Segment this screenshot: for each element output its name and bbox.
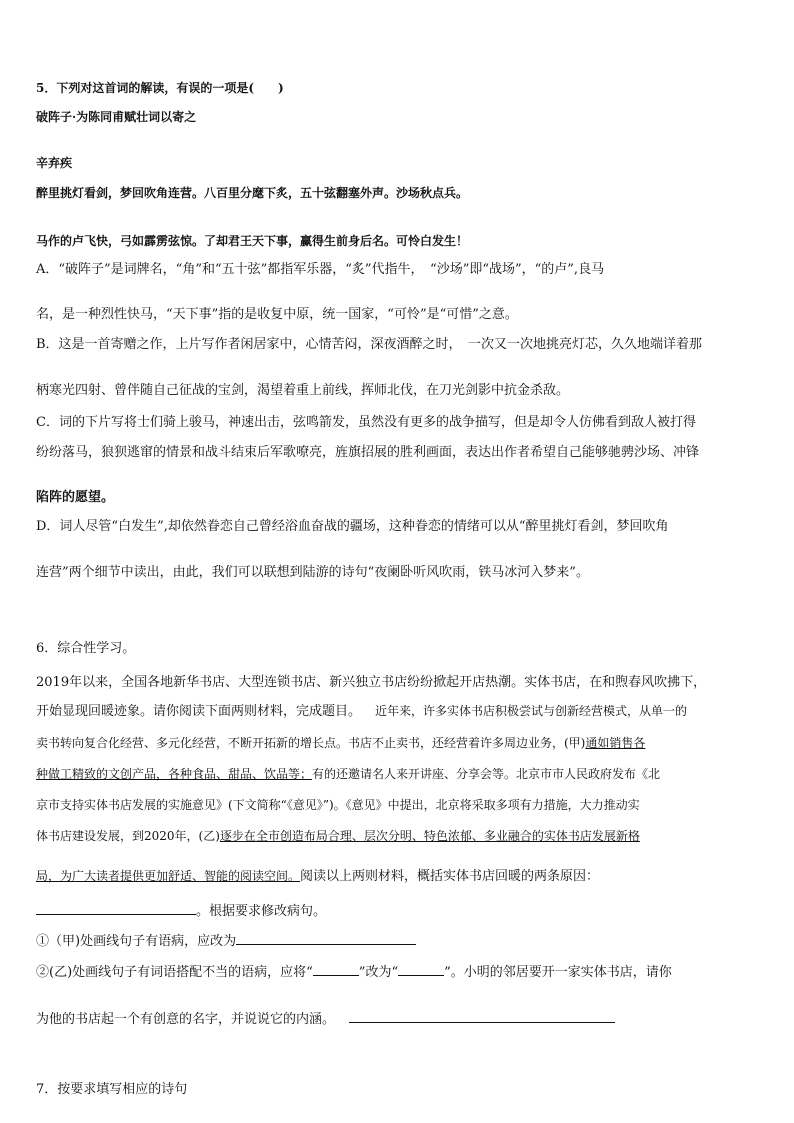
underlined-sentence-yi-part-2: 局，为广大读者提供更加舒适、智能的阅读空间。	[36, 869, 301, 883]
option-c-line-3: 陷阵的愿望。	[36, 490, 115, 505]
q6-answer-line-4	[36, 1012, 615, 1028]
material-line-2	[36, 767, 660, 781]
material-line-1-text: 卖书转向复合化经营、多元化经营，不断开拓新的增长点。书店不止卖书，还经营着许多周边业务，(甲)	[36, 736, 586, 750]
material-line-4-text: 体书店建设发展，到2020年，(乙)	[36, 829, 220, 843]
revise-yi-blank-1[interactable]	[313, 974, 359, 976]
q6-para-line-2a: 开始显现回暖迹象。请你阅读下面两则材料，完成题目。	[36, 704, 362, 719]
material-line-1	[36, 736, 645, 750]
option-b-line-2: 柄寒光四射、曾伴随自己征战的宝剑，渴望着重上前线，挥师北伐，在刀光剑影中抗金杀敌。	[36, 383, 570, 398]
poem-line-1: 醉里挑灯看剑，梦回吹角连营。八百里分麾下炙，五十弦翻塞外声。沙场秋点兵。	[36, 186, 469, 200]
q5-heading: 5．下列对这首词的解读，有误的一项是( )	[36, 81, 284, 95]
underlined-sentence-yi-part-1: 逐步在全市创造布局合理、层次分明、特色浓郁、多业融合的实体书店发展新格	[219, 829, 640, 843]
q7-heading: 7．按要求填写相应的诗句	[36, 1082, 188, 1097]
option-c-line-1: C．词的下片写将士们骑上骏马，神速出击，弦鸣箭发，虽然没有更多的战争描写，但是却令人仿佛看到敌人被打得	[36, 415, 696, 430]
q6-answer-line-1	[36, 904, 326, 920]
q6-answer-line-3	[36, 965, 672, 981]
revise-jia-blank[interactable]	[236, 943, 416, 945]
underlined-sentence-jia-part-2: 种做工精致的文创产品，各种食品、甜品、饮品等；	[36, 767, 313, 781]
q6-para-line-2	[36, 704, 687, 720]
revise-jia-prompt: ①（甲)处画线句子有语病，应改为	[36, 934, 237, 949]
bookstore-name-blank[interactable]	[349, 1021, 615, 1023]
poem-line-2: 马作的卢飞快，弓如霹雳弦惊。了却君王天下事，赢得生前身后名。可怜白发生！	[36, 234, 469, 248]
material-line-5	[36, 869, 599, 885]
q6-heading: 6．综合性学习。	[36, 641, 136, 656]
option-d-line-1: D．词人尽管“白发生”,却依然眷恋自己曾经浴血奋战的疆场，这种眷恋的情绪可以从“醉里挑灯看剑，梦回吹角	[36, 519, 669, 534]
q6-reasons-prompt: 阅读以上两则材料，概括实体书店回暖的两条原因：	[300, 869, 600, 884]
revise-yi-prompt-b: ”改为“	[358, 965, 399, 980]
material-line-2-text: 有的还邀请名人来开讲座、分享会等。北京市市人民政府发布《北	[312, 767, 661, 781]
revise-yi-blank-2[interactable]	[398, 974, 444, 976]
bookstore-name-prompt: 为他的书店起一个有创意的名字，并说说它的内涵。	[36, 1012, 336, 1027]
poem-title: 破阵子·为陈同甫赋壮词以寄之	[36, 110, 197, 124]
revise-yi-prompt-a: ②(乙)处画线句子有词语搭配不当的语病，应将“	[36, 965, 313, 980]
reasons-answer-blank[interactable]	[36, 913, 196, 915]
option-a-line-2: 名，是一种烈性快马，“天下事”指的是收复中原，统一国家，“可怜”是“可惜”之意。	[36, 307, 518, 322]
revise-instruction: 。根据要求修改病句。	[196, 904, 327, 919]
q6-para-line-1: 2019年以来，全国各地新华书店、大型连锁书店、新兴独立书店纷纷掀起开店热潮。实体书店，在和煦春风吹拂下，	[36, 675, 707, 690]
q6-answer-line-2	[36, 934, 416, 950]
option-b-line-1: B．这是一首寄赠之作，上片写作者闲居家中，心情苦闷，深夜酒醉之时， 一次又一次地挑亮灯芯，久久地端详着那	[36, 337, 703, 352]
poem-author: 辛弃疾	[36, 156, 73, 170]
option-c-line-2: 纷纷落马，狼狈逃窜的情景和战斗结束后军歌嘹亮，旌旗招展的胜利画面，表达出作者希望自己能够驰骋沙场、冲锋	[36, 445, 700, 460]
material-line-4	[36, 829, 640, 843]
material-line-3: 京市支持实体书店发展的实施意见》(下文简称“《意见》”)。《意见》中提出，北京将采取多项有力措施，大力推动实	[36, 798, 640, 812]
underlined-sentence-jia-part-1: 通如销售各	[585, 736, 646, 750]
option-a-line-1: A．“破阵子”是词牌名，“角”和“五十弦”都指军乐器，“炙”代指牛， “沙场”即“战场”，“的卢”,良马	[36, 262, 605, 277]
revise-yi-prompt-c: ”。小明的邻居要开一家实体书店，请你	[444, 965, 672, 980]
material-1-start: 近年来，许多实体书店积极尝试与创新经营模式，从单一的	[375, 704, 688, 718]
option-d-line-2: 连营”两个细节中读出，由此，我们可以联想到陆游的诗句“夜阑卧听风吹雨，铁马冰河入梦来”。	[36, 565, 589, 580]
